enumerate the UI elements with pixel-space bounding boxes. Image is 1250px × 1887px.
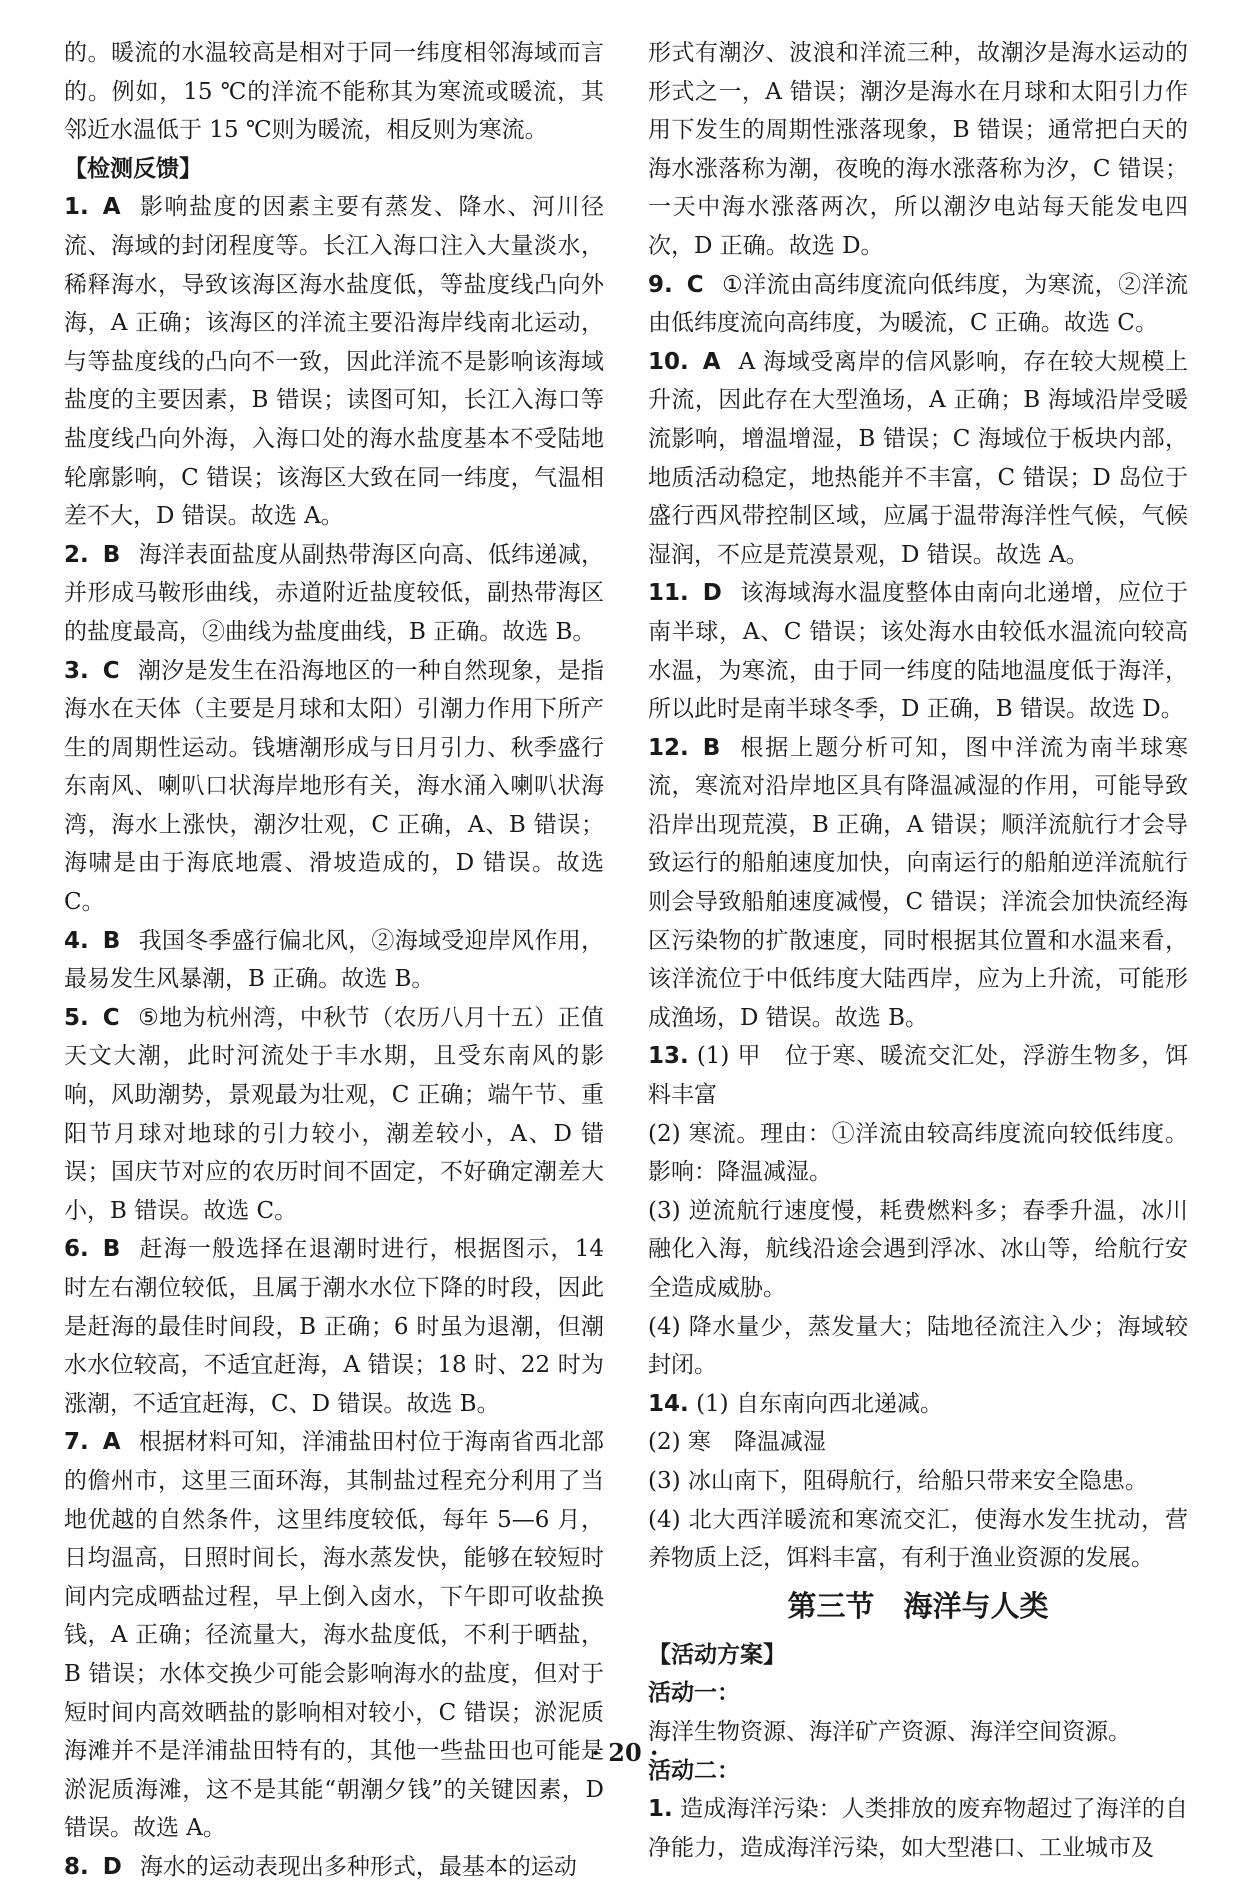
item-explanation: 该海域海水温度整体由南向北递增，应位于南半球，A、C 错误；该处海水由较低水温流向较高水温，为寒流，由于同一纬度的陆地温度低于海洋，所以此时是南半球冬季，D 正确，B 错误。故选 D。 xyxy=(648,580,1188,723)
item-number: 3. xyxy=(64,657,89,684)
item-number: 5. xyxy=(64,1004,89,1031)
item-number: 14. xyxy=(648,1390,689,1417)
activity-2-item xyxy=(648,1790,1188,1867)
activity-2-item-text: 造成海洋污染：人类排放的废弃物超过了海洋的自净能力，造成海洋污染，如大型港口、工业城市及 xyxy=(648,1796,1189,1861)
item-explanation: 潮汐是发生在沿海地区的一种自然现象，是指海水在天体（主要是月球和太阳）引潮力作用下所产生的周期性运动。钱塘潮形成与日月引力、秋季盛行东南风、喇叭口状海岸地形有关，海水涌入喇叭状海湾，海水上涨快，潮汐壮观，C 正确，A、B 错误；海啸是由于海底地震、滑坡造成的，D 错误。故选 C。 xyxy=(64,657,604,916)
item-number: 10. xyxy=(648,348,689,375)
item-number: 7. xyxy=(64,1429,89,1456)
item-number: 11. xyxy=(648,580,689,607)
item-number: 6. xyxy=(64,1236,89,1263)
section-title: 第三节 海洋与人类 xyxy=(787,1588,1049,1623)
intro-paragraph: 的。暖流的水温较高是相对于同一纬度相邻海域而言的。例如，15 ℃的洋流不能称其为寒流或暖流，其邻近水温低于 15 ℃则为暖流，相反则为寒流。 xyxy=(64,40,604,144)
item-answer: B xyxy=(102,927,121,954)
item-number: 13. xyxy=(648,1043,689,1070)
answer-item xyxy=(64,1848,604,1887)
item-explanation: 影响盐度的因素主要有蒸发、降水、河川径流、海域的封闭程度等。长江入海口注入大量淡水，稀释海水，导致该海区海水盐度低，等盐度线凸向外海，A 正确；该海区的洋流主要沿海岸线南北运动，与等盐度线的凸向不一致，因此洋流不是影响该海域盐度的主要因素，B 错误；读图可知，长江入海口等盐度线凸向外海，入海口处的海水盐度基本不受陆地轮廓影响，C 错误；该海区大致在同一纬度，气温相差不大，D 错误。故选 A。 xyxy=(64,194,604,530)
item-answer: B xyxy=(102,1236,121,1263)
item-explanation: 我国冬季盛行偏北风，②海域受迎岸风作用，最易发生风暴潮，B 正确。故选 B。 xyxy=(64,927,604,993)
item-answer: D xyxy=(102,1853,122,1880)
item-answer: C xyxy=(102,1004,120,1031)
q13-part-1 xyxy=(648,1037,1188,1114)
item-number: 12. xyxy=(648,734,689,761)
item-number: 4. xyxy=(64,927,89,954)
item-number: 2. xyxy=(64,541,89,568)
answer-item xyxy=(64,999,604,1231)
item-number: 1. xyxy=(64,194,89,221)
item-answer: D xyxy=(702,580,722,607)
q13-part-3: (3) 逆流航行速度慢，耗费燃料多；春季升温，冰川融化入海，航线沿途会遇到浮冰、冰山等，给航行安全造成威胁。 xyxy=(648,1197,1188,1301)
item-number: 1. xyxy=(648,1796,673,1823)
answer-item xyxy=(648,266,1188,343)
item-explanation: 赶海一般选择在退潮时进行，根据图示，14 时左右潮位较低，且属于潮水水位下降的时段，因此是赶海的最佳时间段，B 正确；6 时虽为退潮，但潮水水位较高，不适宜赶海，A 错误；18 时、22 时为涨潮，不适宜赶海，C、D 错误。故选 B。 xyxy=(64,1236,604,1417)
answer-item xyxy=(64,536,604,652)
item-number: 8. xyxy=(64,1853,89,1880)
left-column xyxy=(64,34,604,1887)
q13-part-text: (1) 甲 位于寒、暖流交汇处，浮游生物多，饵料丰富 xyxy=(648,1043,1189,1109)
item-answer: C xyxy=(686,271,704,298)
activity-1-label: 活动一： xyxy=(648,1680,740,1707)
item-explanation: 根据材料可知，洋浦盐田村位于海南省西北部的儋州市，这里三面环海，其制盐过程充分利用了当地优越的自然条件，这里纬度较低，每年 5—6 月，日均温高，日照时间长，海水蒸发快，能够在较短时间内完成晒盐过程，早上倒入卤水，下午即可收盐换钱，A 正确；径流量大，海水盐度低，不利于晒盐，B 错误；水体交换少可能会影响海水的盐度，但对于短时间内高效晒盐的影响相对较小，C 错误；淤泥质海滩并不是洋浦盐田特有的，其他一些盐田也可能是淤泥质海滩，这不是其能“朝潮夕钱”的关键因素，D 错误。故选 A。 xyxy=(64,1429,604,1842)
answer-item xyxy=(64,188,604,535)
q13-part-4: (4) 降水量少，蒸发量大；陆地径流注入少；海域较封闭。 xyxy=(648,1313,1188,1379)
item-answer: A xyxy=(102,194,121,221)
answer-item xyxy=(64,922,604,999)
q14-part-4: (4) 北大西洋暖流和寒流交汇，使海水发生扰动，营养物质上泛，饵料丰富，有利于渔业资源的发展。 xyxy=(648,1506,1188,1572)
item-explanation: 海水的运动表现出多种形式，最基本的运动 xyxy=(139,1853,577,1880)
item-explanation: ⑤地为杭州湾，中秋节（农历八月十五）正值天文大潮，此时河流处于丰水期，且受东南风的影响，风助潮势，景观最为壮观，C 正确；端午节、重阳节月球对地球的引力较小，潮差较小，A、D 错误；国庆节对应的农历时间不固定，不好确定潮差大小，B 错误。故选 C。 xyxy=(64,1004,604,1224)
item-explanation: 根据上题分析可知，图中洋流为南半球寒流，寒流对沿岸地区具有降温减湿的作用，可能导致沿岸出现荒漠，B 正确，A 错误；顺洋流航行才会导致运行的船舶速度加快，向南运行的船舶逆洋流航行则会导致船舶速度减慢，C 错误；洋流会加快流经海区污染物的扩散速度，同时根据其位置和水温来看，该洋流位于中低纬度大陆西岸，应为上升流，可能形成渔场，D 错误。故选 B。 xyxy=(648,734,1188,1031)
activity-2-label: 活动二： xyxy=(648,1757,740,1784)
item-answer: A xyxy=(102,1429,121,1456)
answer-item xyxy=(64,652,604,922)
item-answer: B xyxy=(702,734,721,761)
answer-item xyxy=(64,1423,604,1848)
q14-part-2: (2) 寒 降温减湿 xyxy=(648,1429,826,1456)
item-number: 9. xyxy=(648,271,673,298)
item-answer: A xyxy=(702,348,721,375)
q14-part-text: (1) 自东南向西北递减。 xyxy=(696,1390,943,1417)
q14-part-3: (3) 冰山南下，阻碍航行，给船只带来安全隐患。 xyxy=(648,1467,1148,1494)
answer-item xyxy=(648,729,1188,1038)
section-label-activity: 【活动方案】 xyxy=(648,1641,786,1668)
item-answer: C xyxy=(102,657,120,684)
q13-part-2: (2) 寒流。理由：①洋流由较高纬度流向较低纬度。影响：降温减湿。 xyxy=(648,1120,1188,1186)
item-explanation: 海洋表面盐度从副热带海区向高、低纬递减，并形成马鞍形曲线，赤道附近盐度较低，副热带海区的盐度最高，②曲线为盐度曲线，B 正确。故选 B。 xyxy=(64,541,604,645)
item-answer: B xyxy=(102,541,121,568)
q14-part-1 xyxy=(648,1385,1188,1424)
item-explanation: ①洋流由高纬度流向低纬度，为寒流，②洋流由低纬度流向高纬度，为暖流，C 正确。故选 C。 xyxy=(648,271,1188,337)
activity-1-text: 海洋生物资源、海洋矿产资源、海洋空间资源。 xyxy=(648,1718,1131,1745)
right-column xyxy=(648,34,1188,1867)
page-number: · 20 · xyxy=(591,1738,659,1767)
item-explanation: A 海域受离岸的信风影响，存在较大规模上升流，因此存在大型渔场，A 正确；B 海域沿岸受暖流影响，增温增湿，B 错误；C 海域位于板块内部，地质活动稳定，地热能并不丰富，C 错误；D 岛位于盛行西风带控制区域，应属于温带海洋性气候，气候湿润，不应是荒漠景观，D 错误。故选 A。 xyxy=(648,348,1188,568)
answer-item xyxy=(648,343,1188,575)
answer-item xyxy=(64,1230,604,1423)
section-label-feedback: 【检测反馈】 xyxy=(64,155,202,182)
answer-item xyxy=(648,574,1188,728)
continuation-paragraph: 形式有潮汐、波浪和洋流三种，故潮汐是海水运动的形式之一，A 错误；潮汐是海水在月球和太阳引力作用下发生的周期性涨落现象，B 错误；通常把白天的海水涨落称为潮，夜晚的海水涨落称为汐，C 错误；一天中海水涨落两次，所以潮汐电站每天能发电四次，D 正确。故选 D。 xyxy=(648,40,1188,259)
